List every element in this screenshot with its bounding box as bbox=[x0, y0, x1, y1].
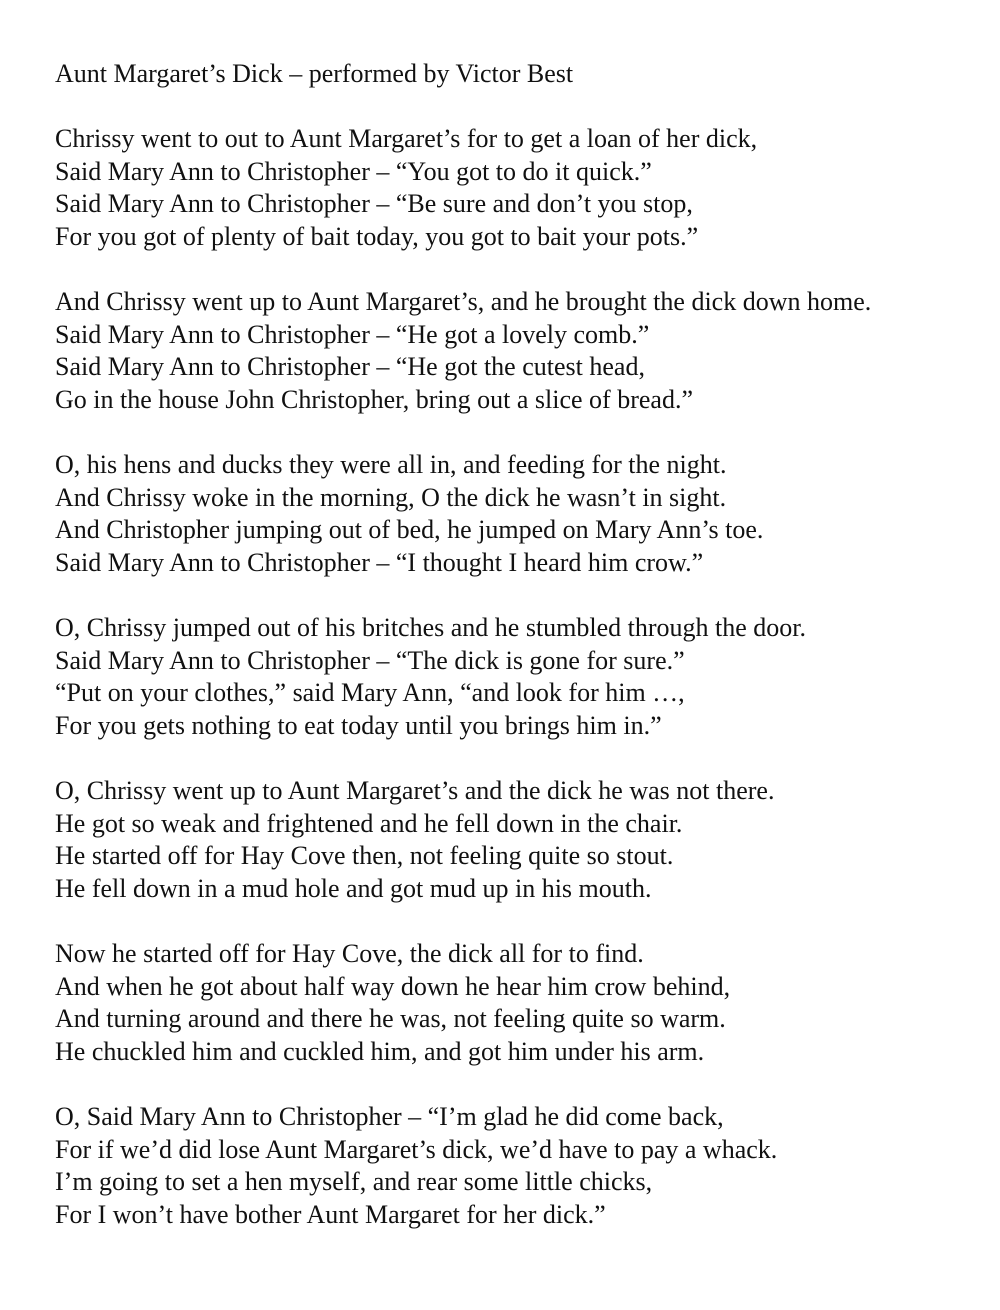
verse-line: Said Mary Ann to Christopher – “He got the cutest head, bbox=[55, 352, 645, 382]
verse-line: O, Chrissy jumped out of his britches and he stumbled through the door. bbox=[55, 613, 807, 643]
verse-line: For you got of plenty of bait today, you got to bait your pots.” bbox=[55, 221, 699, 251]
verse-line: He fell down in a mud hole and got mud up in his mouth. bbox=[55, 873, 652, 903]
verse-line: And when he got about half way down he hear him crow behind, bbox=[55, 971, 731, 1001]
verse-line: And Christopher jumping out of bed, he jumped on Mary Ann’s toe. bbox=[55, 515, 764, 545]
verse-line: Said Mary Ann to Christopher – “I thought I heard him crow.” bbox=[55, 547, 704, 577]
verse-line: Said Mary Ann to Christopher – “Be sure and don’t you stop, bbox=[55, 189, 693, 219]
verse-line: O, his hens and ducks they were all in, and feeding for the night. bbox=[55, 450, 727, 480]
page-title: Aunt Margaret’s Dick – performed by Victor Best bbox=[55, 59, 574, 88]
verse-line: Said Mary Ann to Christopher – “He got a lovely comb.” bbox=[55, 319, 650, 349]
verse-line: He chuckled him and cuckled him, and got him under his arm. bbox=[55, 1036, 705, 1066]
verse-line: For if we’d did lose Aunt Margaret’s dick, we’d have to pay a whack. bbox=[55, 1134, 778, 1164]
stanza-7 bbox=[55, 1101, 985, 1231]
verse-line: For you gets nothing to eat today until you brings him in.” bbox=[55, 710, 662, 740]
stanza-6 bbox=[55, 938, 985, 1068]
verse-line: O, Chrissy went up to Aunt Margaret’s and the dick he was not there. bbox=[55, 776, 775, 806]
stanza-4 bbox=[55, 612, 985, 742]
document-page bbox=[55, 58, 985, 1264]
stanza-1 bbox=[55, 123, 985, 253]
stanza-2 bbox=[55, 286, 985, 416]
verse-line: And turning around and there he was, not feeling quite so warm. bbox=[55, 1004, 726, 1034]
verse-line: Said Mary Ann to Christopher – “The dick is gone for sure.” bbox=[55, 645, 685, 675]
verse-line: He got so weak and frightened and he fell down in the chair. bbox=[55, 808, 683, 838]
verse-line: For I won’t have bother Aunt Margaret for her dick.” bbox=[55, 1199, 606, 1229]
verse-line: I’m going to set a hen myself, and rear some little chicks, bbox=[55, 1167, 653, 1197]
verse-line: Go in the house John Christopher, bring out a slice of bread.” bbox=[55, 384, 693, 414]
verse-line: O, Said Mary Ann to Christopher – “I’m glad he did come back, bbox=[55, 1102, 724, 1131]
stanza-5 bbox=[55, 775, 985, 905]
stanza-3 bbox=[55, 449, 985, 579]
verse-line: And Chrissy went up to Aunt Margaret’s, and he brought the dick down home. bbox=[55, 287, 872, 317]
verse-line: Said Mary Ann to Christopher – “You got to do it quick.” bbox=[55, 156, 652, 186]
verse-line: Now he started off for Hay Cove, the dick all for to find. bbox=[55, 939, 644, 969]
verse-line: “Put on your clothes,” said Mary Ann, “and look for him …, bbox=[55, 678, 685, 708]
verse-line: And Chrissy woke in the morning, O the dick he wasn’t in sight. bbox=[55, 482, 727, 512]
verse-line: He started off for Hay Cove then, not feeling quite so stout. bbox=[55, 841, 674, 871]
verse-line: Chrissy went to out to Aunt Margaret’s for to get a loan of her dick, bbox=[55, 124, 758, 154]
